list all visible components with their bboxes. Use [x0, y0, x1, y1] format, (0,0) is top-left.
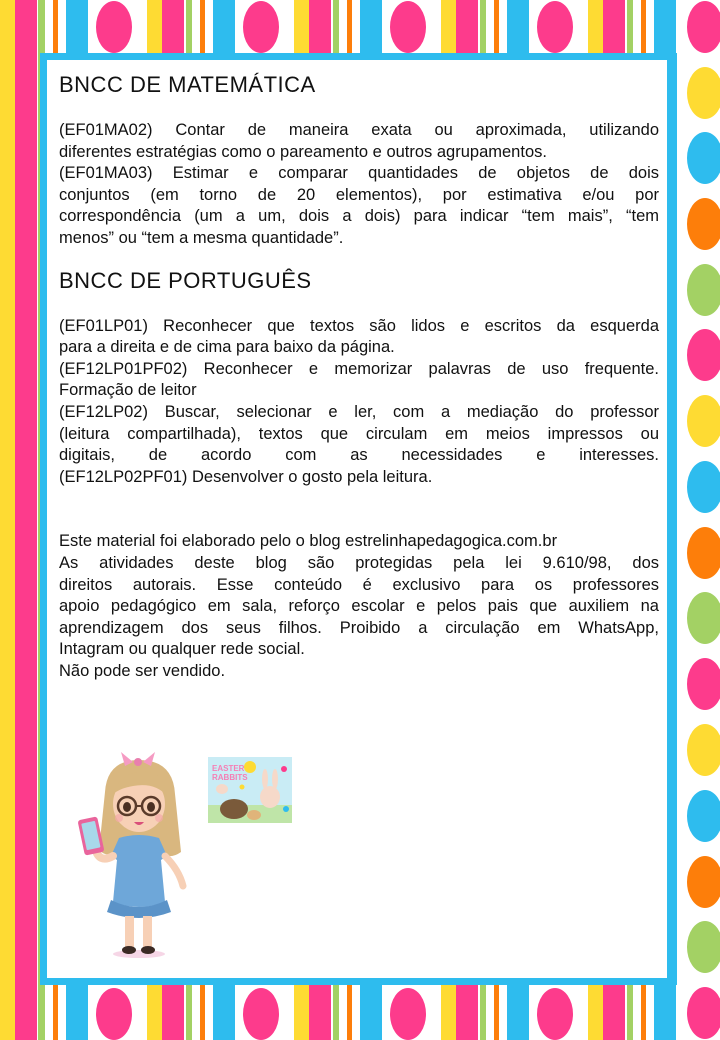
document-content [59, 72, 659, 682]
dot [687, 592, 720, 644]
text-line: conjuntos (em torno de 20 elementos), por estimativa e/ou por [59, 185, 659, 204]
dot [687, 132, 720, 184]
text-line: para a direita e de cima para baixo da página. [59, 338, 395, 357]
portuguese-section-title: BNCC DE PORTUGUÊS [59, 267, 312, 293]
thumbnail-title-line1: EASTER [212, 764, 245, 773]
text-line: (EF12LP02) Buscar, selecionar e ler, com a mediação do professor [59, 402, 659, 421]
text-line: Intagram ou qualquer rede social. [59, 640, 305, 659]
text-line: (leitura compartilhada), textos que circulam em meios impressos ou [59, 424, 659, 443]
math-skills-text [59, 120, 659, 250]
pink-oval [390, 988, 426, 1040]
left-stripe-border [0, 0, 40, 1040]
dot [687, 527, 720, 579]
pink-oval [537, 988, 573, 1040]
dot [687, 264, 720, 316]
pink-oval [243, 1, 279, 53]
dot [687, 987, 720, 1039]
text-line: aprendizagem dos seus filhos. Proibido a circulação em WhatsApp, [59, 618, 659, 637]
pink-oval [243, 988, 279, 1040]
content-frame [40, 53, 677, 985]
text-line: (EF01MA03) Estimar e comparar quantidades de objetos de dois [59, 164, 659, 183]
text-line: As atividades deste blog são protegidas pela lei 9.610/98, dos [59, 553, 659, 572]
text-line: direitos autorais. Esse conteúdo é exclusivo para os professores [59, 575, 659, 594]
dot [687, 461, 720, 513]
thumbnail-title-line2: RABBITS [212, 773, 248, 782]
copyright-notice [59, 531, 659, 682]
text-line: correspondência (um a um, dois a dois) para indicar “tem mais”, “tem [59, 207, 659, 226]
dot [687, 658, 720, 710]
dot [687, 1, 720, 53]
text-line: Não pode ser vendido. [59, 661, 226, 680]
text-line: (EF12LP02PF01) Desenvolver o gosto pela leitura. [59, 467, 433, 486]
portuguese-skills-text [59, 316, 659, 489]
pink-oval [96, 1, 132, 53]
text-line: Formação de leitor [59, 381, 197, 400]
text-line: digitais, de acordo com as necessidades e interesses. [59, 446, 659, 465]
dot [687, 198, 720, 250]
text-line: Este material foi elaborado pelo o blog estrelinhapedagogica.com.br [59, 532, 558, 551]
pink-oval [390, 1, 426, 53]
text-line: apoio pedagógico em sala, reforço escolar e pelos pais que auxiliem na [59, 597, 659, 616]
text-line: menos” ou “tem a mesma quantidade”. [59, 228, 344, 247]
dot [687, 329, 720, 381]
math-section-title: BNCC DE MATEMÁTICA [59, 72, 316, 97]
dot [687, 395, 720, 447]
dot [687, 724, 720, 776]
right-dot-column [677, 0, 720, 1040]
dot [687, 856, 720, 908]
text-line: (EF01MA02) Contar de maneira exata ou aproximada, utilizando [59, 121, 659, 139]
dot [687, 921, 720, 973]
content-panel [47, 60, 667, 978]
girl-with-phone-illustration [77, 752, 197, 962]
pink-oval [96, 988, 132, 1040]
text-line: (EF01LP01) Reconhecer que textos são lidos e escritos da esquerda [59, 316, 659, 335]
dot [687, 67, 720, 119]
pink-oval [537, 1, 573, 53]
dot [687, 790, 720, 842]
text-line: (EF12LP01PF02) Reconhecer e memorizar palavras de uso frequente. [59, 359, 659, 378]
easter-rabbits-thumbnail [208, 757, 292, 823]
text-line: diferentes estratégias como o pareamento e outros agrupamentos. [59, 142, 547, 161]
